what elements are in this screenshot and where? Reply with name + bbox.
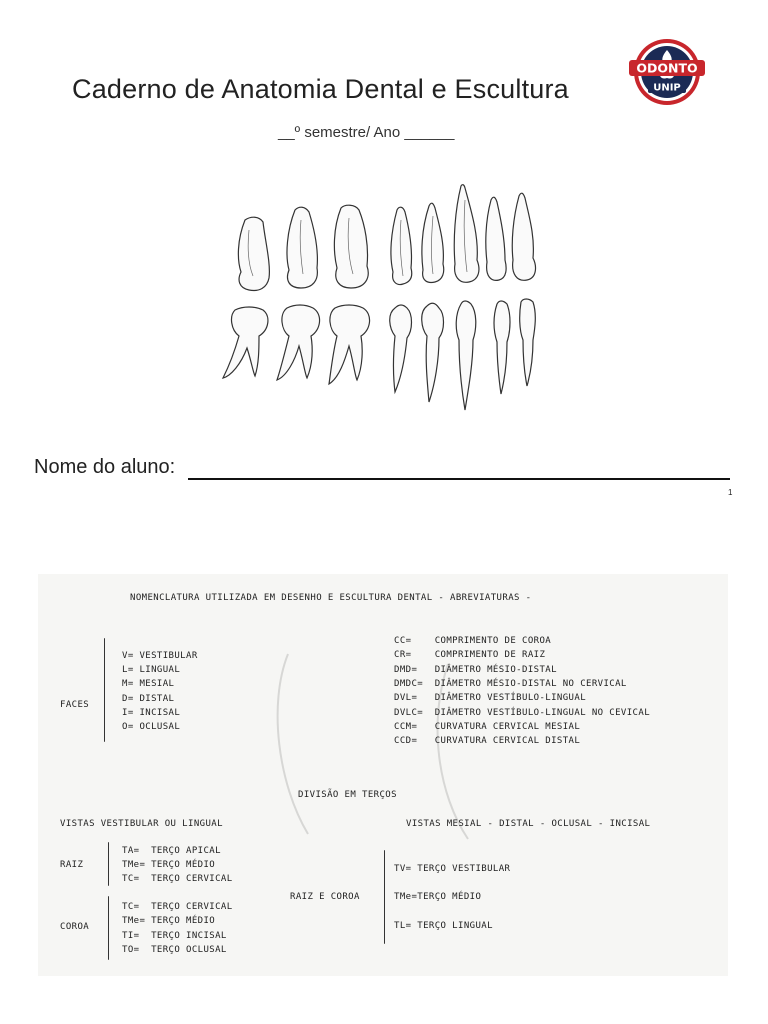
thirds-brace (384, 850, 385, 944)
raiz-coroa-label: RAIZ E COROA (290, 892, 360, 902)
logo-top-text: ODONTO (636, 60, 698, 76)
teeth-illustration (215, 180, 555, 412)
abbreviation-item: CCD= CURVATURA CERVICAL DISTAL (394, 736, 581, 746)
coroa-item: TMe= TERÇO MÉDIO (122, 916, 216, 926)
page-title: Caderno de Anatomia Dental e Escultura (72, 74, 569, 104)
cover-page (0, 0, 768, 500)
coroa-item: TO= TERÇO OCLUSAL (122, 945, 227, 955)
raiz-label: RAIZ (60, 860, 84, 870)
abbreviation-item: DVLC= DIÂMETRO VESTÍBULO-LINGUAL NO CEVICAL (394, 708, 651, 718)
raiz-item: TC= TERÇO CERVICAL (122, 874, 233, 884)
face-item: I= INCISAL (122, 708, 181, 718)
face-item: D= DISTAL (122, 694, 175, 704)
coroa-brace (108, 896, 109, 960)
abbreviation-item: CC= COMPRIMENTO DE COROA (394, 636, 552, 646)
faces-brace (104, 638, 105, 742)
third-item: TMe=TERÇO MÉDIO (394, 892, 482, 902)
page-number: 1 (728, 488, 733, 497)
abbreviation-item: CCM= CURVATURA CERVICAL MESIAL (394, 722, 581, 732)
abbreviation-item: DMDC= DIÂMETRO MÉSIO-DISTAL NO CERVICAL (394, 679, 627, 689)
faces-label: FACES (60, 700, 90, 710)
odonto-unip-logo (626, 36, 708, 108)
scanned-nomenclature-page (38, 574, 728, 976)
third-item: TV= TERÇO VESTIBULAR (394, 864, 511, 874)
face-item: M= MESIAL (122, 679, 175, 689)
left-view-title: VISTAS VESTIBULAR OU LINGUAL (60, 819, 223, 829)
raiz-item: TMe= TERÇO MÉDIO (122, 860, 216, 870)
abbreviation-item: CR= COMPRIMENTO DE RAIZ (394, 650, 546, 660)
division-title: DIVISÃO EM TERÇOS (298, 790, 397, 800)
face-item: L= LINGUAL (122, 665, 181, 675)
abbreviation-item: DVL= DIÂMETRO VESTÍBULO-LINGUAL (394, 693, 587, 703)
student-name-field[interactable] (188, 478, 730, 480)
face-item: V= VESTIBULAR (122, 651, 198, 661)
coroa-label: COROA (60, 922, 90, 932)
coroa-item: TI= TERÇO INCISAL (122, 931, 227, 941)
raiz-brace (108, 842, 109, 886)
right-view-title: VISTAS MESIAL - DISTAL - OCLUSAL - INCISAL (406, 819, 651, 829)
abbreviation-item: DMD= DIÂMETRO MÉSIO-DISTAL (394, 665, 557, 675)
scan-heading: NOMENCLATURA UTILIZADA EM DESENHO E ESCULTURA DENTAL - ABREVIATURAS - (130, 593, 532, 603)
face-item: O= OCLUSAL (122, 722, 181, 732)
coroa-item: TC= TERÇO CERVICAL (122, 902, 233, 912)
semester-year-line: __º semestre/ Ano ______ (278, 124, 455, 141)
third-item: TL= TERÇO LINGUAL (394, 921, 493, 931)
logo-bottom-text: UNIP (653, 82, 681, 94)
student-name-label: Nome do aluno: (34, 456, 176, 478)
raiz-item: TA= TERÇO APICAL (122, 846, 221, 856)
